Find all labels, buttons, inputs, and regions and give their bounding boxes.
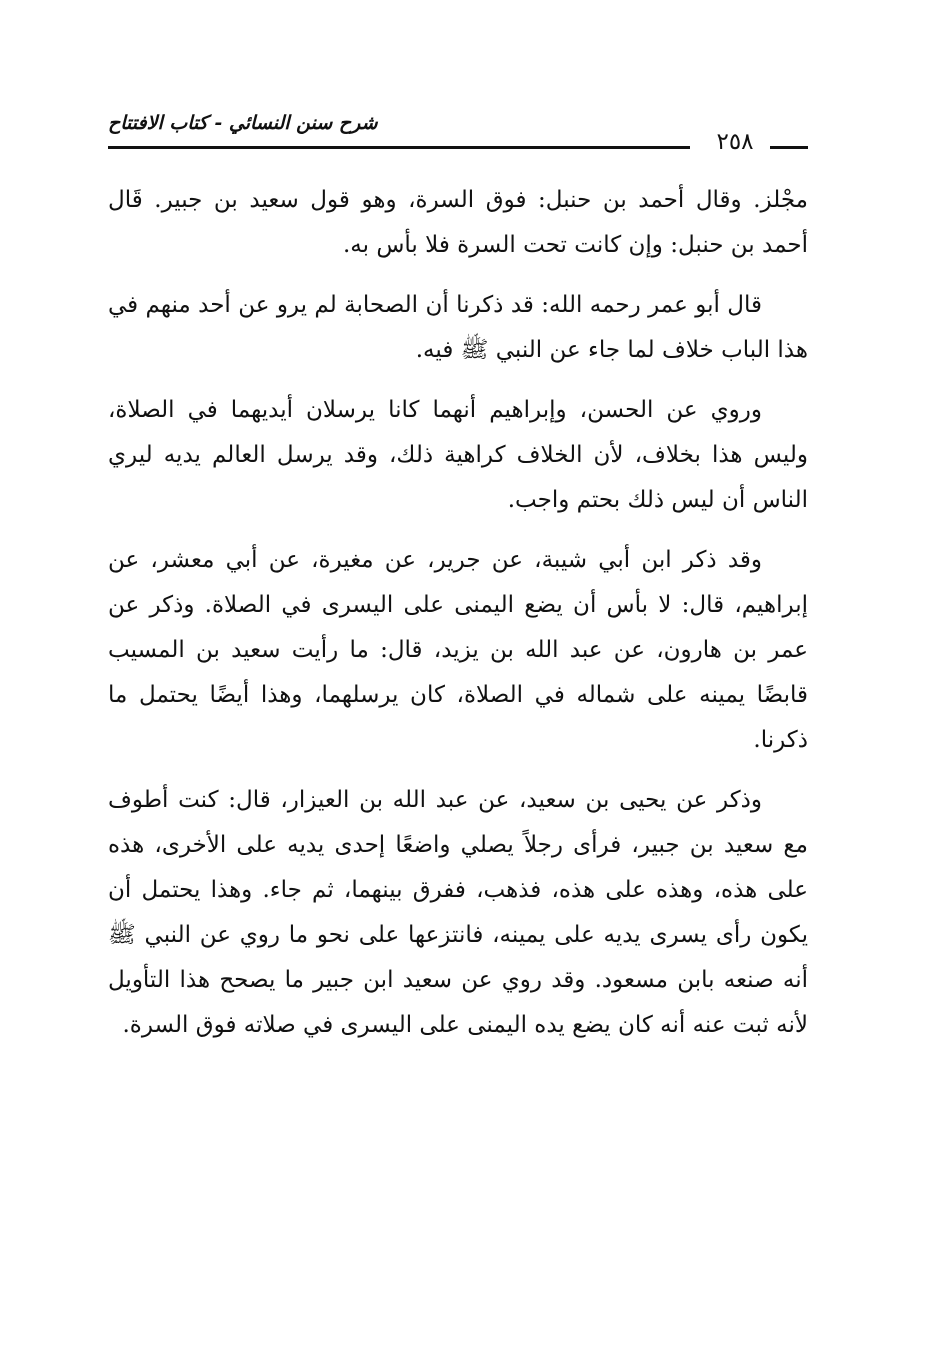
page-number: ٢٥٨ <box>716 129 754 155</box>
paragraph-3: وروي عن الحسن، وإبراهيم أنهما كانا يرسلان أيديهما في الصلاة، وليس هذا بخلاف، لأن الخلاف كراهية ذلك، وقد يرسل العالم يديه ليري الناس أن ليس ذلك بحتم واجب. <box>108 397 808 513</box>
paragraph-5: وذكر عن يحيى بن سعيد، عن عبد الله بن العيزار، قال: كنت أطوف مع سعيد بن جبير، فرأى رجلاً يصلي واضعًا إحدى يديه على الأخرى، هذه على هذه، وهذه على هذه، فذهب، ففرق بينهما، ثم جاء. وهذا يحتمل أن يكون رأى يسرى يديه على يمينه، فانتزعها على نحو ما روي عن النبي ﷺ أنه صنعه بابن مسعود. وقد روي عن سعيد ابن جبير ما يصحح هذا التأويل لأنه ثبت عنه أنه كان يضع يده اليمنى على اليسرى في صلاته فوق السرة. <box>108 787 808 1038</box>
header-rule <box>108 146 690 149</box>
paragraph-1: مجْلز. وقال أحمد بن حنبل: فوق السرة، وهو قول سعيد بن جبير. قَال أحمد بن حنبل: وإن كانت تحت السرة فلا بأس به. <box>108 187 808 258</box>
body-text <box>108 178 808 1063</box>
paragraph-4: وقد ذكر ابن أبي شيبة، عن جرير، عن مغيرة، عن أبي معشر، عن إبراهيم، قال: لا بأس أن يضع اليمنى على اليسرى في الصلاة. وذكر عن عمر بن هارون، عن عبد الله بن يزيد، قال: ما رأيت سعيد بن المسيب قابضًا يمينه على شماله في الصلاة، كان يرسلهما، وهذا أيضًا يحتمل ما ذكرنا. <box>108 547 808 753</box>
paragraph-2: قال أبو عمر رحمه الله: قد ذكرنا أن الصحابة لم يرو عن أحد منهم في هذا الباب خلاف لما جاء عن النبي ﷺ فيه. <box>108 292 808 363</box>
running-title: شرح سنن النسائي - كتاب الافتتاح <box>108 112 378 134</box>
page-number-rule <box>770 146 808 149</box>
